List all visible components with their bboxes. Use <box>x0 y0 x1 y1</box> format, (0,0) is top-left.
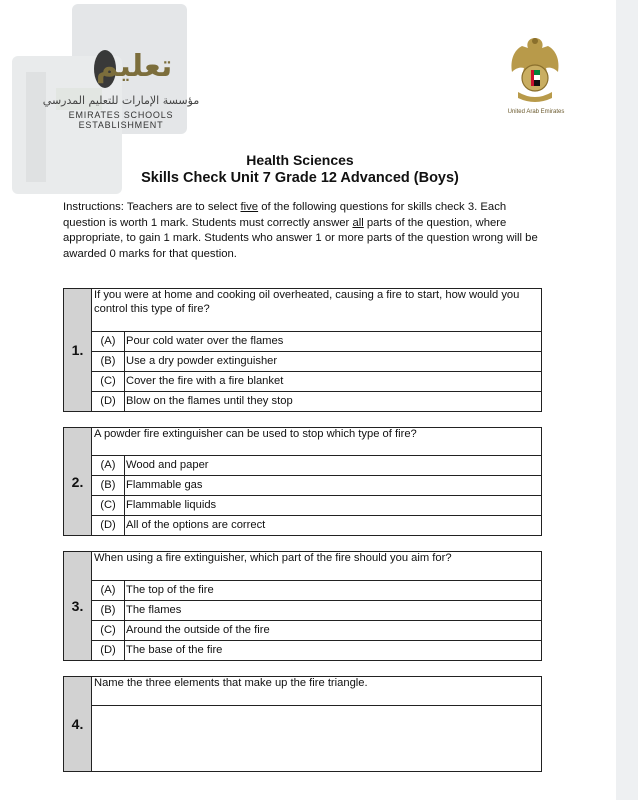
option-letter: (A) <box>92 456 125 475</box>
option-d[interactable] <box>92 641 541 660</box>
option-c[interactable] <box>92 372 541 392</box>
question-number: 2. <box>64 428 92 535</box>
option-letter: (C) <box>92 496 125 515</box>
question-3 <box>63 551 542 661</box>
option-text: Use a dry powder extinguisher <box>126 355 278 367</box>
question-text: Name the three elements that make up the fire triangle. <box>92 677 541 706</box>
option-text: Cover the fire with a fire blanket <box>126 375 284 387</box>
option-b[interactable] <box>92 476 541 496</box>
option-d[interactable] <box>92 392 541 411</box>
document-title: Health Sciences <box>246 152 354 168</box>
instructions-text-2: of the following questions for skills check 3. Each question is worth 1 mark. Students must correctly answer <box>63 201 507 229</box>
option-d[interactable] <box>92 516 541 535</box>
question-number: 3. <box>64 552 92 660</box>
option-c[interactable] <box>92 496 541 516</box>
question-number: 1. <box>64 289 92 411</box>
option-a[interactable] <box>92 581 541 601</box>
option-c[interactable] <box>92 621 541 641</box>
instructions-emphasis-all: all <box>352 216 364 229</box>
option-letter: (B) <box>92 476 125 495</box>
option-text: All of the options are correct <box>126 519 266 531</box>
option-letter: (C) <box>92 372 125 391</box>
logo-english-name: EMIRATES SCHOOLS ESTABLISHMENT <box>68 110 174 130</box>
ese-logo <box>26 28 216 130</box>
question-text: A powder fire extinguisher can be used to stop which type of fire? <box>92 428 541 456</box>
option-text: Flammable liquids <box>126 499 217 511</box>
option-letter: (B) <box>92 352 125 371</box>
option-letter: (D) <box>92 392 125 411</box>
logo-mark: تعليم <box>96 49 173 84</box>
option-a[interactable] <box>92 456 541 476</box>
instructions-text-3: parts of the question, where appropriate, to gain 1 mark. Students who answer 1 or more parts of the question wrong will be awarded 0 marks for that question. <box>63 216 538 260</box>
page-edge-shadow <box>616 0 638 800</box>
question-4 <box>63 676 542 772</box>
question-2 <box>63 427 542 536</box>
instructions-text-1: Instructions: Teachers are to select <box>63 201 241 213</box>
logo-arabic-name: مؤسسة الإمارات للتعليم المدرسي <box>42 94 200 107</box>
option-letter: (D) <box>92 516 125 535</box>
option-text: The flames <box>126 604 182 616</box>
question-text: If you were at home and cooking oil overheated, causing a fire to start, how would you control this type of fire? <box>92 289 541 332</box>
instructions-emphasis-five: five <box>240 201 259 213</box>
option-letter: (C) <box>92 621 125 640</box>
option-text: Flammable gas <box>126 479 203 491</box>
answer-area[interactable] <box>92 706 541 771</box>
option-letter: (A) <box>92 332 125 351</box>
option-b[interactable] <box>92 352 541 372</box>
option-text: The top of the fire <box>126 584 214 596</box>
option-text: Around the outside of the fire <box>126 624 270 636</box>
instructions-paragraph <box>63 200 543 262</box>
option-a[interactable] <box>92 332 541 352</box>
option-letter: (D) <box>92 641 125 660</box>
option-b[interactable] <box>92 601 541 621</box>
question-number: 4. <box>64 677 92 771</box>
emblem-caption: United Arab Emirates <box>507 109 565 115</box>
option-text: Wood and paper <box>126 459 209 471</box>
option-letter: (B) <box>92 601 125 620</box>
uae-emblem-icon <box>504 32 566 106</box>
option-text: Blow on the flames until they stop <box>126 395 293 407</box>
option-text: Pour cold water over the flames <box>126 335 284 347</box>
option-text: The base of the fire <box>126 644 223 656</box>
question-1 <box>63 288 542 412</box>
document-subtitle: Skills Check Unit 7 Grade 12 Advanced (Boys) <box>141 170 459 186</box>
option-letter: (A) <box>92 581 125 600</box>
question-text: When using a fire extinguisher, which part of the fire should you aim for? <box>92 552 541 581</box>
